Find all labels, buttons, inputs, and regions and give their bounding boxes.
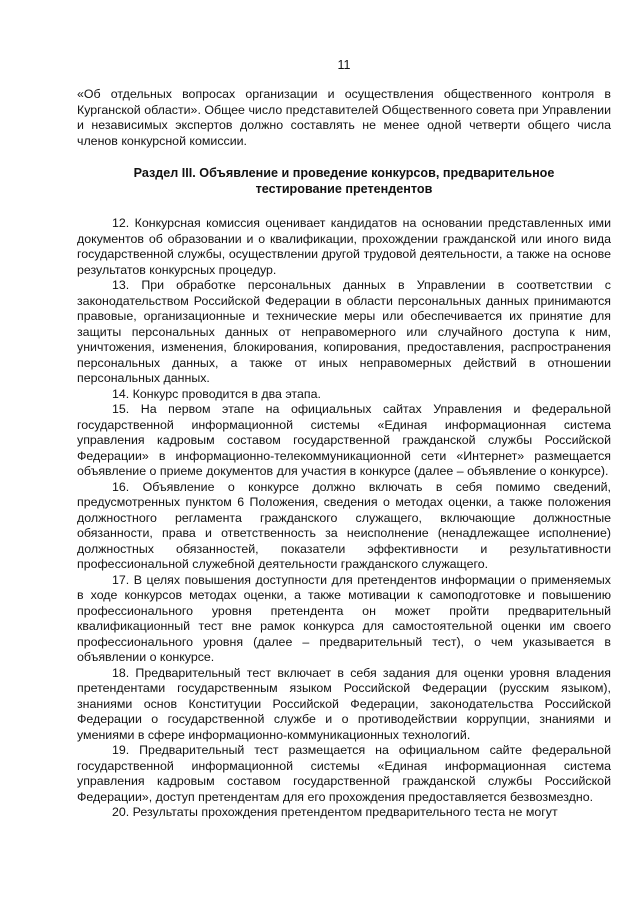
paragraph-14: 14. Конкурс проводится в два этапа.: [112, 386, 321, 401]
paragraph-12: 12. Конкурсная комиссия оценивает кандидатов на основании представленных ими документов об образовании и о квалификации, прохождении гражданской или иного вида государственной службы, осуществлении другой трудовой деятельности, а также на основе результатов конкурсных процедур.: [77, 216, 611, 277]
paragraph-15: 15. На первом этапе на официальных сайтах Управления и федеральной государственной информационной системы «Единая информационная система управления кадровым составом государственной гражданской службы Российской Федерации» в информационно-телекоммуникационной сети «Интернет» размещается объявление о приеме документов для участия в конкурсе (далее – объявление о конкурсе).: [77, 402, 611, 478]
document-body: [77, 87, 611, 821]
section-heading-line-2: тестирование претендентов: [255, 181, 433, 196]
paragraph-17: 17. В целях повышения доступности для претендентов информации о применяемых в ходе конкурсов методах оценки, а также мотивации к самоподготовке и повышению профессионального уровня претендента он может пройти предварительный квалификационный тест вне рамок конкурса для самостоятельной оценки им своего профессионального уровня (далее – предварительный тест), о чем указывается в объявлении о конкурсе.: [77, 572, 611, 664]
paragraph-16: 16. Объявление о конкурсе должно включать в себя помимо сведений, предусмотренных пунктом 6 Положения, сведения о методах оценки, а также положения должностного регламента гражданского служащего, включающие должностные обязанности, права и ответственность за неисполнение (ненадлежащее исполнение) должностных обязанностей, показатели эффективности и результативности профессиональной служебной деятельности гражданского служащего.: [77, 479, 611, 571]
section-heading-line-1: Раздел III. Объявление и проведение конкурсов, предварительное: [133, 166, 555, 180]
paragraph-13: 13. При обработке персональных данных в Управлении в соответствии с законодательством Российской Федерации в области персональных данных принимаются правовые, организационные и технические меры или обеспечивается их принятие для защиты персональных данных от неправомерного или случайного доступа к ним, уничтожения, изменения, блокирования, копирования, предоставления, распространения персональных данных, а также от иных неправомерных действий в отношении персональных данных.: [77, 278, 611, 385]
paragraph-19: 19. Предварительный тест размещается на официальном сайте федеральной государственной информационной системы «Единая информационная система управления кадровым составом государственной гражданской службы Российской Федерации», доступ претендентам для его прохождения предоставляется безвозмездно.: [77, 743, 611, 804]
page-number: 11: [337, 58, 351, 72]
paragraph-20: 20. Результаты прохождения претендентом предварительного теста не могут: [112, 805, 558, 819]
section-heading: [77, 166, 611, 197]
intro-paragraph: «Об отдельных вопросах организации и осуществления общественного контроля в Курганской области». Общее число представителей Общественного совета при Управлении и независимых экспертов должно составлять не менее одной четверти общего числа членов конкурсной комиссии.: [77, 87, 611, 148]
paragraph-18: 18. Предварительный тест включает в себя задания для оценки уровня владения претендентами государственным языком Российской Федерации (русским языком), знаниями основ Конституции Российской Федерации, законодательства Российской Федерации о государственной службе и о противодействии коррупции, знаниями и умениями в сфере информационно-коммуникационных технологий.: [77, 665, 611, 742]
